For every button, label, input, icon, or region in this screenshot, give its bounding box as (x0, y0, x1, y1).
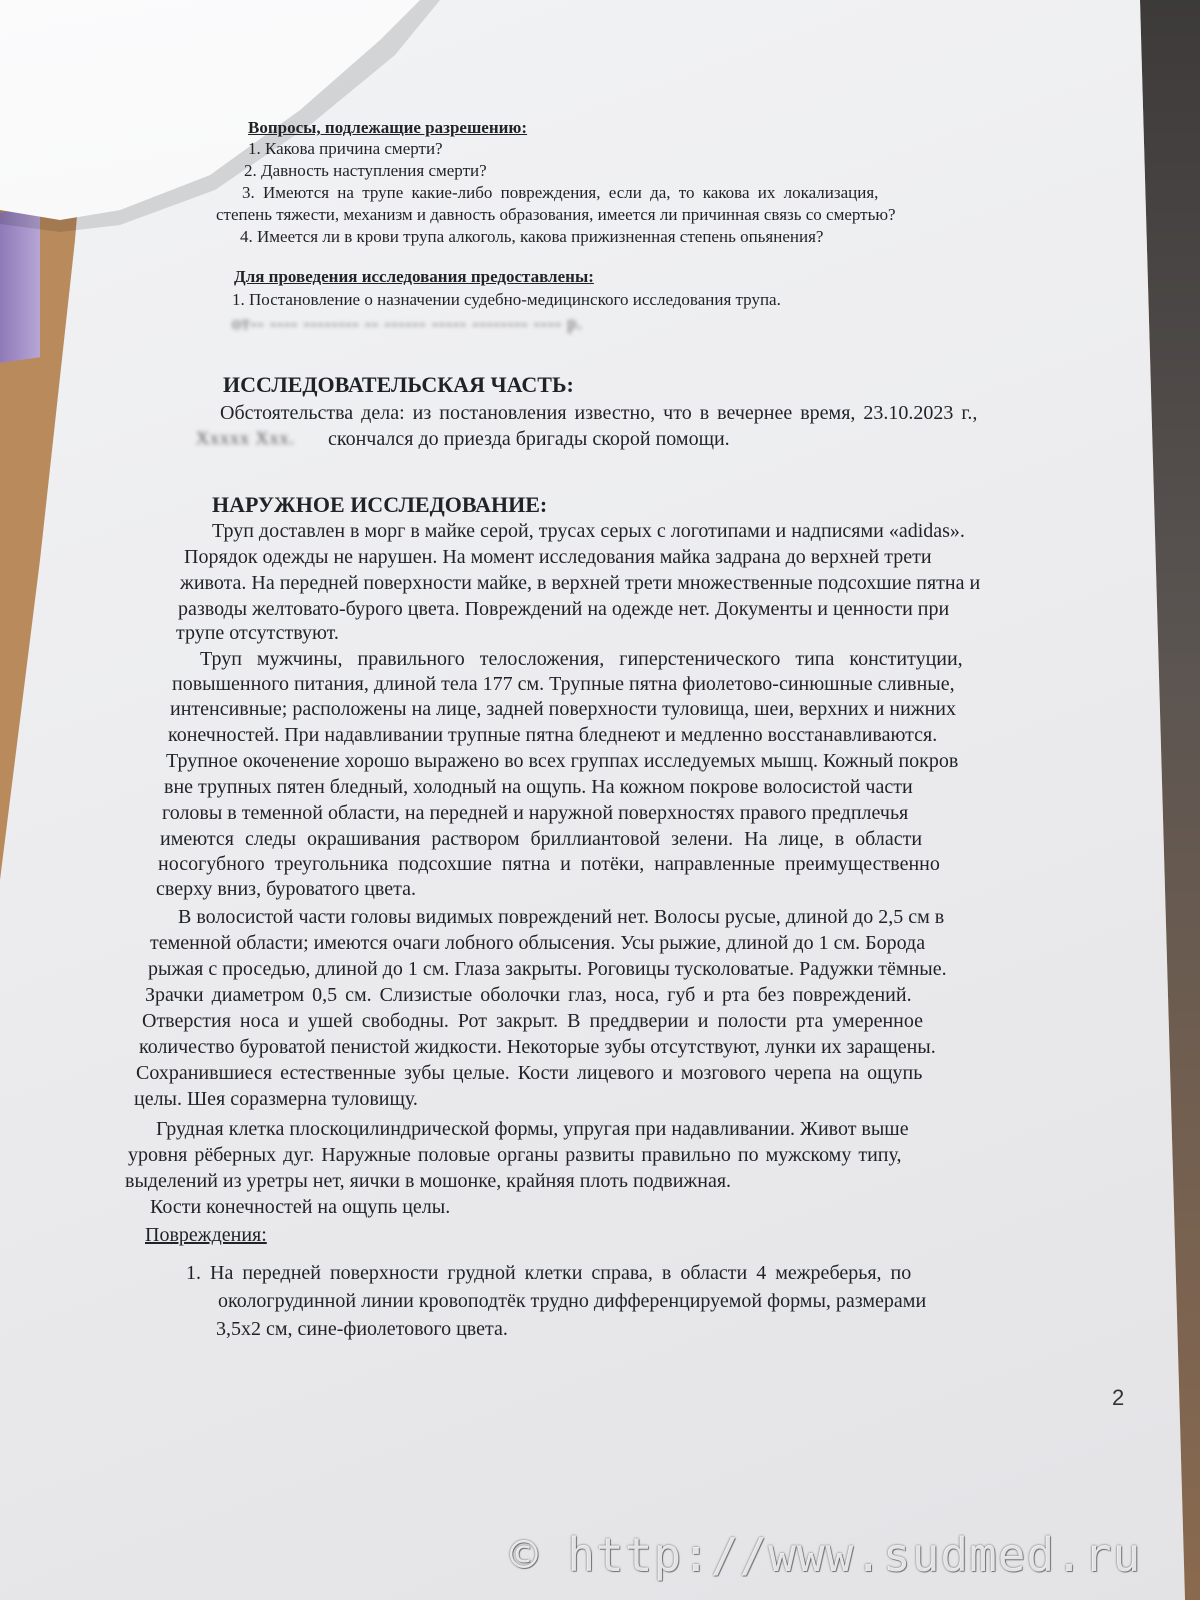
paragraph-line: выделений из уретры нет, яички в мошонке, крайняя плоть подвижная. (125, 1170, 732, 1192)
paragraph-line: В волосистой части головы видимых повреждений нет. Волосы русые, длиной до 2,5 см в (178, 906, 945, 928)
paragraph-line: интенсивные; расположены на лице, задней поверхности туловища, шеи, верхних и нижних (170, 698, 957, 720)
paragraph-line: разводы желтовато-бурого цвета. Повреждений на одежде нет. Документы и ценности при (178, 598, 950, 620)
paragraph-line: рыжая с проседью, длиной до 1 см. Глаза закрыты. Роговицы тусколоватые. Радужки тёмные. (148, 958, 947, 980)
question-item: 3. Имеются на трупе какие-либо повреждения, если да, то какова их локализация, (242, 183, 879, 202)
redacted-text: от-- ---- -------- -- ------ ----- -------- ---- р. (232, 313, 583, 333)
injury-item: 3,5х2 см, сине-фиолетового цвета. (216, 1318, 508, 1340)
paragraph-line: Зрачки диаметром 0,5 см. Слизистые оболочки глаз, носа, губ и рта без повреждений. (145, 984, 912, 1006)
paragraph-line: Порядок одежды не нарушен. На момент исследования майка задрана до верхней трети (184, 546, 932, 568)
purple-object (0, 207, 40, 363)
paragraph-line: вне трупных пятен бледный, холодный на ощупь. На кожном покрове волосистой части (164, 776, 913, 798)
provided-title: Для проведения исследования предоставлены: (234, 267, 594, 286)
research-text: скончался до приезда бригады скорой помощи. (328, 428, 730, 450)
paragraph-line: имеются следы окрашивания раствором бриллиантовой зелени. На лице, в области (160, 828, 923, 850)
question-item: 2. Давность наступления смерти? (244, 161, 487, 180)
question-item: 4. Имеется ли в крови трупа алкоголь, какова прижизненная степень опьянения? (240, 227, 824, 246)
paragraph-line: носогубного треугольника подсохшие пятна и потёки, направленные преимущественно (158, 853, 940, 875)
page-number: 2 (1112, 1385, 1125, 1410)
paragraph-line: трупе отсутствуют. (176, 622, 339, 644)
provided-item: 1. Постановление о назначении судебно-медицинского исследования трупа. (232, 290, 781, 309)
paragraph-line: головы в теменной области, на передней и наружной поверхностях правого предплечья (162, 802, 909, 824)
paragraph-line: Грудная клетка плоскоцилиндрической формы, упругая при надавливании. Живот выше (156, 1118, 909, 1140)
paragraph-line: живота. На передней поверхности майке, в верхней трети множественные подсохшие пятна и (180, 572, 981, 594)
research-heading: ИССЛЕДОВАТЕЛЬСКАЯ ЧАСТЬ: (223, 372, 574, 397)
paragraph-line: Труп доставлен в морг в майке серой, трусах серых с логотипами и надписями «adidas». (212, 520, 965, 542)
question-item: степень тяжести, механизм и давность образования, имеется ли причинная связь со смертью? (216, 205, 896, 224)
research-text: Обстоятельства дела: из постановления известно, что в вечернее время, 23.10.2023 г., (220, 402, 978, 424)
injury-item: 1. На передней поверхности грудной клетки справа, в области 4 межреберья, по (186, 1262, 912, 1284)
paragraph-line: Кости конечностей на ощупь целы. (150, 1196, 451, 1218)
paragraph-line: Отверстия носа и ушей свободны. Рот закрыт. В преддверии и полости рта умеренное (142, 1010, 923, 1032)
paragraph-line: конечностей. При надавливании трупные пятна бледнеют и медленно восстанавливаются. (168, 724, 938, 746)
questions-title: Вопросы, подлежащие разрешению: (248, 118, 528, 137)
external-heading: НАРУЖНОЕ ИССЛЕДОВАНИЕ: (212, 492, 548, 517)
paragraph-line: уровня рёберных дуг. Наружные половые органы развиты правильно по мужскому типу, (128, 1144, 902, 1166)
paragraph-line: сверху вниз, буроватого цвета. (156, 878, 416, 900)
redacted-name: Ххххх Ххх. (196, 428, 295, 448)
watermark: © http://www.sudmed.ru (510, 1528, 1142, 1582)
injury-item: окологрудинной линии кровоподтёк трудно дифференцируемой формы, размерами (218, 1290, 927, 1312)
paragraph-line: Труп мужчины, правильного телосложения, гиперстенического типа конституции, (200, 648, 963, 670)
paragraph-line: Сохранившиеся естественные зубы целые. Кости лицевого и мозгового черепа на ощупь (136, 1062, 923, 1084)
question-item: 1. Какова причина смерти? (248, 139, 443, 158)
paragraph-line: количество буроватой пенистой жидкости. Некоторые зубы отсутствуют, лунки их заращены. (139, 1036, 936, 1058)
injuries-title: Повреждения: (145, 1224, 267, 1246)
paragraph-line: теменной области; имеются очаги лобного облысения. Усы рыжие, длиной до 1 см. Борода (150, 932, 926, 954)
paragraph-line: целы. Шея соразмерна туловищу. (134, 1088, 418, 1110)
paragraph-line: Трупное окоченение хорошо выражено во всех группах исследуемых мышц. Кожный покров (166, 750, 959, 772)
paragraph-line: повышенного питания, длиной тела 177 см. Трупные пятна фиолетово-синюшные сливные, (172, 673, 955, 695)
